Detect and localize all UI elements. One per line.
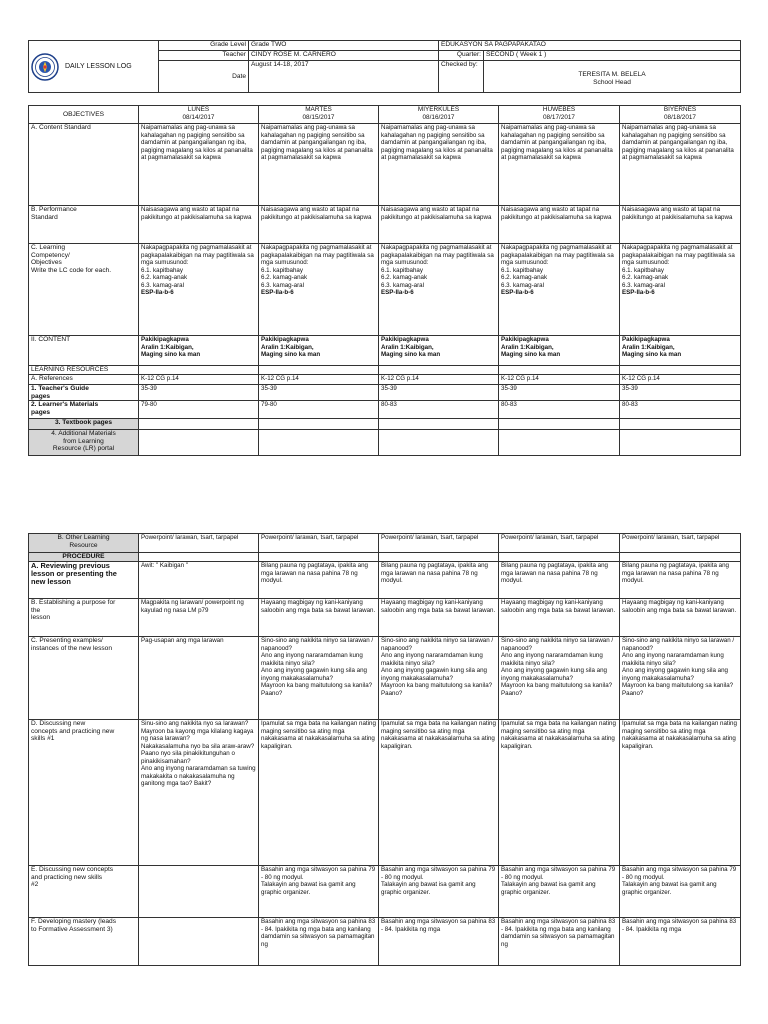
row-label: D. Discussing new concepts and practicing new skills #1 [29, 720, 139, 866]
table-cell: Nakapagpapakita ng pagmamalasakit at pagkapalakaibigan na may pagtitiwala sa mga sumusunod: 6.1. kapitbahay 6.2. kamag-anak 6.3. kamag-aral ESP-IIa-b-6 [139, 244, 259, 336]
table-cell: Naipamamalas ang pag-unawa sa kahalagahan ng pagiging sensitibo sa damdamin at pangangailangan ng iba, pagiging magalang sa kilos at pananalita at pagmamalasakit sa kapwa [259, 124, 379, 206]
table-cell: Powerpoint/ larawan, tsart, tarpapel [379, 534, 499, 553]
deped-seal-icon [31, 53, 59, 81]
content-standard-row [29, 124, 741, 206]
table-cell: Basahin ang mga sitwasyon sa pahina 79 - 80 ng modyul. Talakayin ang bawat isa gamit ang graphic organizer. [259, 866, 379, 918]
table-cell: Naisasagawa ang wasto at tapat na pakikitungo at pakikisalamuha sa kapwa [139, 206, 259, 244]
table-cell: Pakikipagkapwa Aralin 1:Kaibigan, Maging sino ka man [139, 336, 259, 366]
table-cell: 80-83 [499, 401, 620, 419]
table-cell: Basahin ang mga sitwasyon sa pahina 83 - 84. Ipakikita ng mga bata ang kanilang damdamin sa sitwasyon sa pamamagitan ng [259, 918, 379, 966]
row-label: E. Discussing new concepts and practicing new skills #2 [29, 866, 139, 918]
table-cell: 35-39 [499, 385, 620, 401]
row-label: 4. Additional Materials from Learning Resource (LR) portal [29, 430, 139, 456]
table-cell: Ipamulat sa mga bata na kailangan nating maging sensitibo sa ating mga nakakasama at nakakasalamuha sa ating kapaligiran. [620, 720, 741, 866]
table-cell: Nakapagpapakita ng pagmamalasakit at pagkapalakaibigan na may pagtitiwala sa mga sumusunod: 6.1. kapitbahay 6.2. kamag-anak 6.3. kamag-aral ESP-IIa-b-6 [259, 244, 379, 336]
table-cell: Sino-sino ang nakikita ninyo sa larawan / napanood? Ano ang inyong nararamdaman kung makikita ninyo sila? Ano ang inyong gagawin kung sila ang inyong makakasalamuha? Mayroon ka bang maitutulong sa kanila? Paano? [259, 637, 379, 720]
subject-value: EDUKASYON SA PAGPAPAKATAO [439, 41, 741, 51]
table-cell: Powerpoint/ larawan, tsart, tarpapel [499, 534, 620, 553]
table-cell: Naisasagawa ang wasto at tapat na pakikitungo at pakikisalamuha sa kapwa [499, 206, 620, 244]
table-cell: Pakikipagkapwa Aralin 1:Kaibigan, Maging sino ka man [620, 336, 741, 366]
table-cell: Pag-usapan ang mga larawan [139, 637, 259, 720]
table-cell: Ipamulat sa mga bata na kailangan nating maging sensitibo sa ating mga nakakasama at nakakasalamuha sa ating kapaligiran. [259, 720, 379, 866]
table-cell: Powerpoint/ larawan, tsart, tarpapel [139, 534, 259, 553]
teacher-value: CINDY ROSE M. CARNERO [249, 51, 439, 61]
row-label: C. Learning Competency/ Objectives Write the LC code for each. [29, 244, 139, 336]
table-cell: Hayaang magbigay ng kani-kaniyang saloobin ang mga bata sa bawat larawan. [620, 599, 741, 637]
table-cell: 80-83 [620, 401, 741, 419]
date-label: Date [159, 61, 249, 93]
table-cell: Sino-sino ang nakikita ninyo sa larawan / napanood? Ano ang inyong nararamdaman kung makikita ninyo sila? Ano ang inyong gagawin kung sila ang inyong makakasalamuha? Mayroon ka bang maitutulong sa kanila? Paano? [499, 637, 620, 720]
table-cell [139, 866, 259, 918]
row-label: 2. Learner's Materials pages [29, 401, 139, 419]
table-cell: Nakapagpapakita ng pagmamalasakit at pagkapalakaibigan na may pagtitiwala sa mga sumusunod: 6.1. kapitbahay 6.2. kamag-anak 6.3. kamag-aral ESP-IIa-b-6 [620, 244, 741, 336]
table-cell: Sinu-sino ang nakikita nyo sa larawan? Mayroon ba kayong mga kilalang kagaya ng nasa larawan? Nakakasalamuha nyo ba sila araw-araw? Paano nyo sila pinakikitunguhan o pinakikisamahan? Ano ang inyong nararamdaman sa tuwing makakakita o nakakasalamuha ng ganitong mga tao? Bakit? [139, 720, 259, 866]
row-label: 1. Teacher's Guide pages [29, 385, 139, 401]
checked-by-label: Checked by: [439, 61, 484, 93]
table-cell: Sino-sino ang nakikita ninyo sa larawan / napanood? Ano ang inyong nararamdaman kung makikita ninyo sila? Ano ang inyong gagawin kung sila ang inyong makakasalamuha? Mayroon ka bang maitutulong sa kanila? Paano? [620, 637, 741, 720]
table-cell: 35-39 [620, 385, 741, 401]
row-label: II. CONTENT [29, 336, 139, 366]
table-cell: 79-80 [259, 401, 379, 419]
table-cell: Hayaang magbigay ng kani-kaniyang saloobin ang mga bata sa bawat larawan. [259, 599, 379, 637]
quarter-label: Quarter: [439, 51, 484, 61]
day-header-huwebes: HUWEBES 08/17/2017 [499, 106, 620, 124]
table-cell: Nakapagpapakita ng pagmamalasakit at pagkapalakaibigan na may pagtitiwala sa mga sumusunod: 6.1. kapitbahay 6.2. kamag-anak 6.3. kamag-aral ESP-IIa-b-6 [499, 244, 620, 336]
table-cell: Basahin ang mga sitwasyon sa pahina 79 - 80 ng modyul. Talakayin ang bawat isa gamit ang graphic organizer. [620, 866, 741, 918]
table-cell: Naipamamalas ang pag-unawa sa kahalagahan ng pagiging sensitibo sa damdamin at pangangailangan ng iba, pagiging magalang sa kilos at pananalita at pagmamalasakit sa kapwa [379, 124, 499, 206]
table-cell: Bilang pauna ng pagtataya, ipakita ang mga larawan na nasa pahina 78 ng modyul. [499, 562, 620, 599]
content-row [29, 336, 741, 366]
table-cell: Hayaang magbigay ng kani-kaniyang saloobin ang mga bata sa bawat larawan. [379, 599, 499, 637]
row-label: A. Content Standard [29, 124, 139, 206]
table-cell: Basahin ang mga sitwasyon sa pahina 83 - 84. Ipakikita ng mga [379, 918, 499, 966]
table-cell: Bilang pauna ng pagtataya, ipakita ang mga larawan na nasa pahina 78 ng modyul. [620, 562, 741, 599]
row-label: C. Presenting examples/ instances of the new lesson [29, 637, 139, 720]
procedure-heading-row [29, 553, 741, 562]
procedure-row-c [29, 637, 741, 720]
objectives-header: OBJECTIVES [29, 106, 139, 124]
additional-materials-row [29, 430, 741, 456]
table-cell: Pakikipagkapwa Aralin 1:Kaibigan, Maging sino ka man [259, 336, 379, 366]
teacher-label: Teacher [159, 51, 249, 61]
table-cell: Basahin ang mga sitwasyon sa pahina 79 - 80 ng modyul. Talakayin ang bawat isa gamit ang graphic organizer. [499, 866, 620, 918]
table-cell: K-12 CG p.14 [499, 375, 620, 385]
table-cell: Powerpoint/ larawan, tsart, tarpapel [259, 534, 379, 553]
header-table [28, 40, 741, 93]
section-heading: LEARNING RESOURCES [29, 366, 139, 375]
procedure-row-e [29, 866, 741, 918]
table-cell: Naipamamalas ang pag-unawa sa kahalagahan ng pagiging sensitibo sa damdamin at pangangailangan ng iba, pagiging magalang sa kilos at pananalita at pagmamalasakit sa kapwa [139, 124, 259, 206]
row-label: B. Establishing a purpose for the lesson [29, 599, 139, 637]
school-head-value: TERESITA M. BELELA School Head [484, 61, 741, 93]
table-cell: 79-80 [139, 401, 259, 419]
table-cell: Hayaang magbigay ng kani-kaniyang saloobin ang mga bata sa bawat larawan. [499, 599, 620, 637]
day-header-martes: MARTES 08/15/2017 [259, 106, 379, 124]
table-cell: Ipamulat sa mga bata na kailangan nating maging sensitibo sa ating mga nakakasama at nakakasalamuha sa ating kapaligiran. [499, 720, 620, 866]
table-cell: Bilang pauna ng pagtataya, ipakita ang mga larawan na nasa pahina 78 ng modyul. [259, 562, 379, 599]
table-cell: Naipamamalas ang pag-unawa sa kahalagahan ng pagiging sensitibo sa damdamin at pangangailangan ng iba, pagiging magalang sa kilos at pananalita at pagmamalasakit sa kapwa [620, 124, 741, 206]
procedure-row-b [29, 599, 741, 637]
logo-cell [29, 41, 159, 93]
procedure-row-f [29, 918, 741, 966]
table-cell: Bilang pauna ng pagtataya, ipakita ang mga larawan na nasa pahina 78 ng modyul. [379, 562, 499, 599]
table-cell [139, 918, 259, 966]
row-label: B. Other Learning Resource [29, 534, 139, 553]
quarter-value: SECOND ( Week 1 ) [484, 51, 741, 61]
table-cell: 80-83 [379, 401, 499, 419]
learners-materials-row [29, 401, 741, 419]
day-header-miyerkules: MIYERKULES 08/16/2017 [379, 106, 499, 124]
table-cell: Naisasagawa ang wasto at tapat na pakikitungo at pakikisalamuha sa kapwa [379, 206, 499, 244]
other-resources-row [29, 534, 741, 553]
lc-code: ESP-IIa-b-6 [622, 289, 655, 296]
table-cell: Naisasagawa ang wasto at tapat na pakikitungo at pakikisalamuha sa kapwa [620, 206, 741, 244]
row-label: 3. Textbook pages [29, 419, 139, 430]
procedure-row-a [29, 562, 741, 599]
table-cell: Naipamamalas ang pag-unawa sa kahalagahan ng pagiging sensitibo sa damdamin at pangangailangan ng iba, pagiging magalang sa kilos at pananalita at pagmamalasakit sa kapwa [499, 124, 620, 206]
references-row [29, 375, 741, 385]
table-cell: Magpakita ng larawan/ powerpoint ng kayulad ng nasa LM p79 [139, 599, 259, 637]
date-value: August 14-18, 2017 [249, 61, 439, 93]
learning-resources-row [29, 366, 741, 375]
table-cell: K-12 CG p.14 [620, 375, 741, 385]
lc-code: ESP-IIa-b-6 [141, 289, 174, 296]
table-cell: Awit: " Kaibigan " [139, 562, 259, 599]
learning-competency-row [29, 244, 741, 336]
row-label: A. References [29, 375, 139, 385]
performance-standard-row [29, 206, 741, 244]
lc-code: ESP-IIa-b-6 [501, 289, 534, 296]
procedure-row-d [29, 720, 741, 866]
table-cell: Sino-sino ang nakikita ninyo sa larawan / napanood? Ano ang inyong nararamdaman kung makikita ninyo sila? Ano ang inyong gagawin kung sila ang inyong makakasalamuha? Mayroon ka bang maitutulong sa kanila? Paano? [379, 637, 499, 720]
table-cell: 35-39 [379, 385, 499, 401]
table-cell: Basahin ang mga sitwasyon sa pahina 79 - 80 ng modyul. Talakayin ang bawat isa gamit ang graphic organizer. [379, 866, 499, 918]
grade-level-value: Grade TWO [249, 41, 439, 51]
table-cell: Pakikipagkapwa Aralin 1:Kaibigan, Maging sino ka man [499, 336, 620, 366]
objectives-table [28, 105, 741, 456]
teachers-guide-row [29, 385, 741, 401]
table-cell: Naisasagawa ang wasto at tapat na pakikitungo at pakikisalamuha sa kapwa [259, 206, 379, 244]
grade-level-label: Grade Level [159, 41, 249, 51]
textbook-row [29, 419, 741, 430]
document-title: DAILY LESSON LOG [65, 62, 132, 70]
table-cell: Pakikipagkapwa Aralin 1:Kaibigan, Maging sino ka man [379, 336, 499, 366]
table-cell: 35-39 [139, 385, 259, 401]
day-header-biyernes: BIYERNES 08/18/2017 [620, 106, 741, 124]
lc-code: ESP-IIa-b-6 [381, 289, 414, 296]
procedure-table [28, 533, 741, 966]
table-cell: 35-39 [259, 385, 379, 401]
table-cell: Ipamulat sa mga bata na kailangan nating maging sensitibo sa ating mga nakakasama at nakakasalamuha sa ating kapaligiran. [379, 720, 499, 866]
table-cell: Powerpoint/ larawan, tsart, tarpapel [620, 534, 741, 553]
table-cell: K-12 CG p.14 [139, 375, 259, 385]
section-heading: PROCEDURE [29, 553, 139, 562]
row-label: B. Performance Standard [29, 206, 139, 244]
row-label: A. Reviewing previous lesson or presenting the new lesson [29, 562, 139, 599]
table-cell: Basahin ang mga sitwasyon sa pahina 83 - 84. Ipakikita ng mga [620, 918, 741, 966]
day-header-lunes: LUNES 08/14/2017 [139, 106, 259, 124]
table-cell: Basahin ang mga sitwasyon sa pahina 83 - 84. Ipakikita ng mga bata ang kanilang damdamin sa sitwasyon sa pamamagitan ng [499, 918, 620, 966]
table-cell: K-12 CG p.14 [259, 375, 379, 385]
row-label: F. Developing mastery (leads to Formative Assessment 3) [29, 918, 139, 966]
table-cell: Nakapagpapakita ng pagmamalasakit at pagkapalakaibigan na may pagtitiwala sa mga sumusunod: 6.1. kapitbahay 6.2. kamag-anak 6.3. kamag-aral ESP-IIa-b-6 [379, 244, 499, 336]
lc-code: ESP-IIa-b-6 [261, 289, 294, 296]
table-cell: K-12 CG p.14 [379, 375, 499, 385]
